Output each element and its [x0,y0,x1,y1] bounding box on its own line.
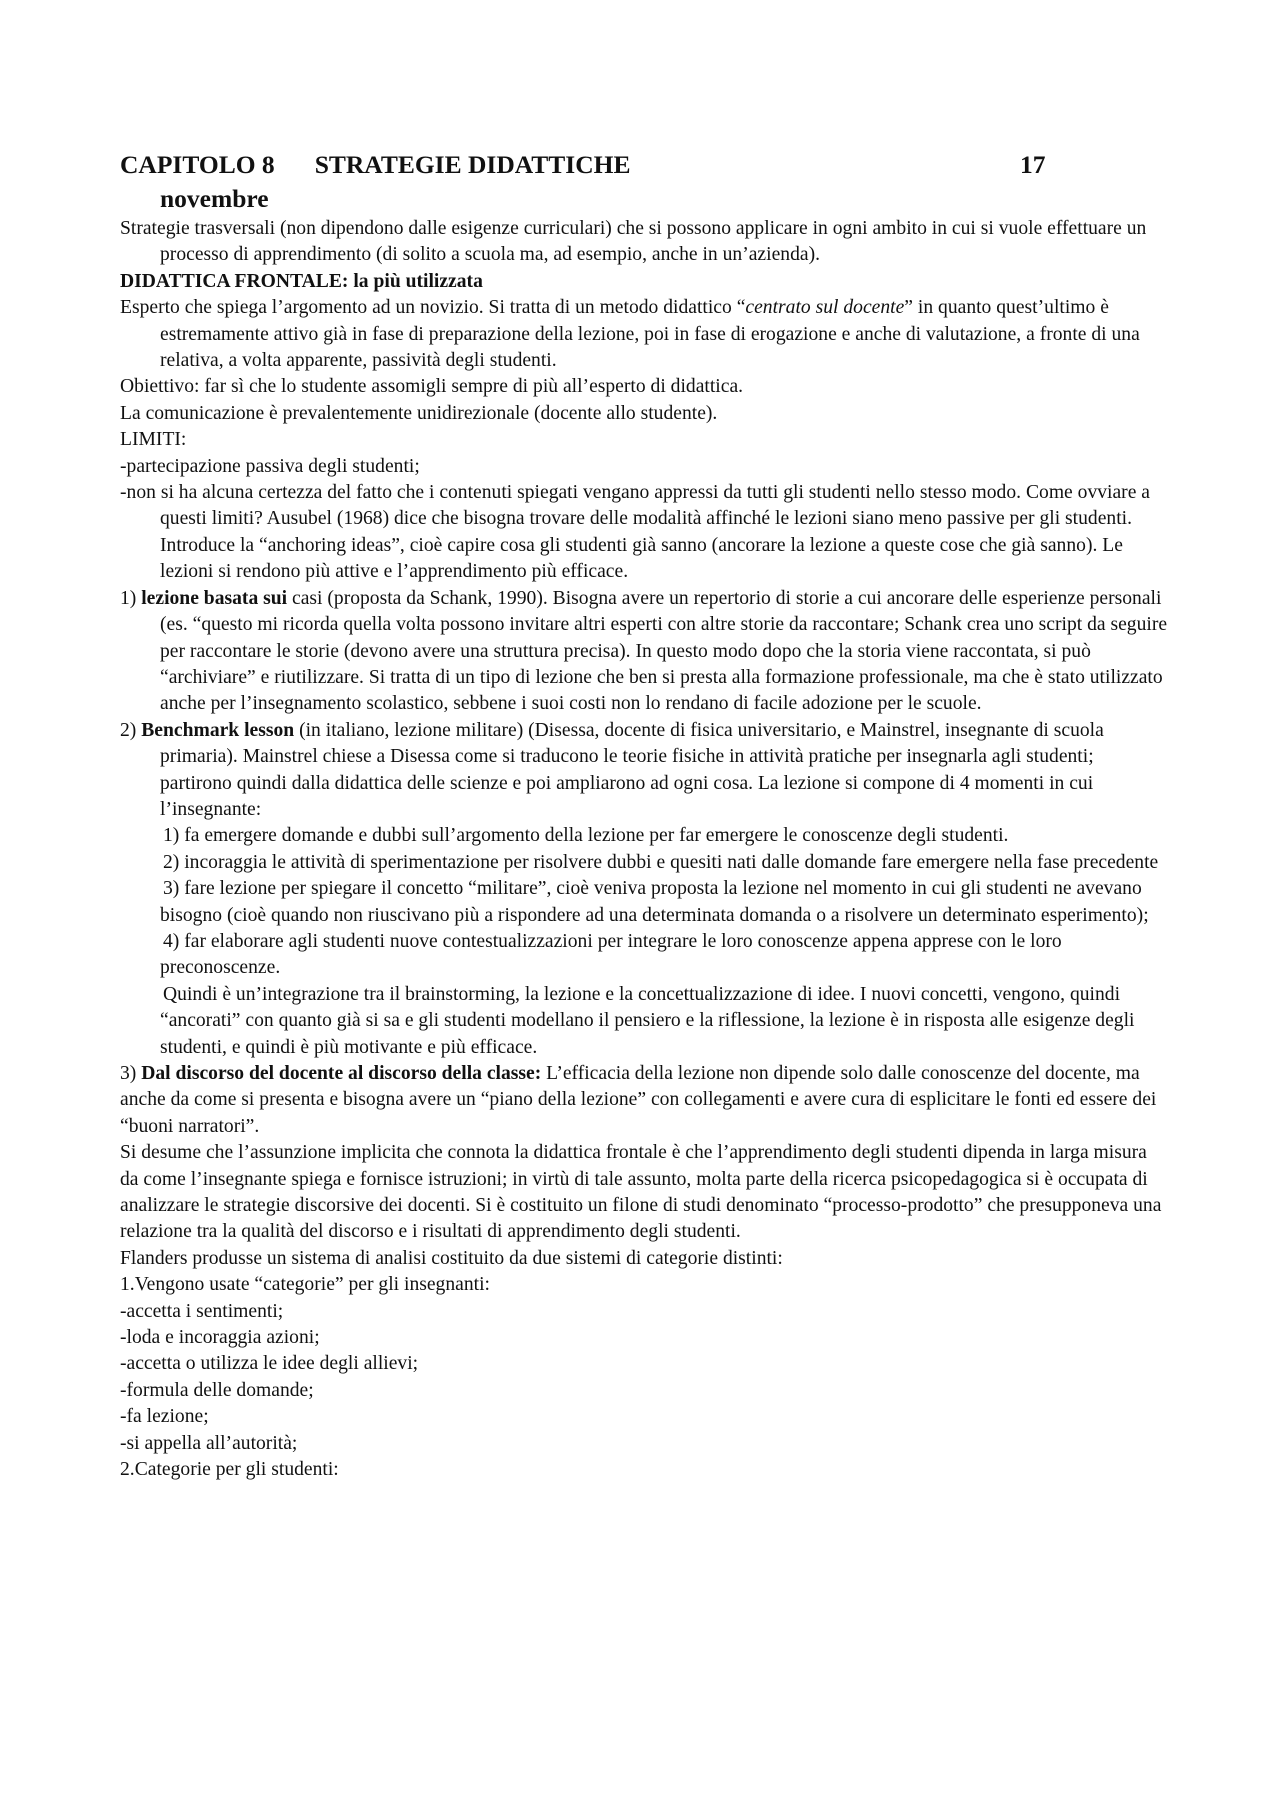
page-title [120,148,1170,216]
teacher-category-item: -accetta o utilizza le idee degli allievi; [120,1353,419,1375]
intro-paragraph: Strategie trasversali (non dipendono dalle esigenze curriculari) che si possono applicare in ogni ambito in cui si vuole effettuare un processo di apprendimento (di solito a scuola ma, ad esempio, anche in un’azienda). [120,218,1147,266]
strategy-item-3: 3) Dal discorso del docente al discorso della classe: L’efficacia della lezione non dipende solo dalle conoscenze del docente, ma anche da come si presenta e bisogna avere un “piano della lezione” con collegamenti e avere cura di esplicitare le fonti ed essere dei “buoni narratori”. [120,1063,1157,1137]
didattica-frontale-description: Esperto che spiega l’argomento ad un novizio. Si tratta di un metodo didattico “centrato sul docente” in quanto quest’ultimo è estremamente attivo già in fase di preparazione della lezione, poi in fase di erogazione e anche di valutazione, a fronte di una relativa, a volta apparente, passività degli studenti. [120,297,1140,372]
teacher-category-item: -fa lezione; [120,1406,209,1428]
lesson-moment: 4) far elaborare agli studenti nuove contestualizzazioni per integrare le loro conoscenze appena apprese con le loro preconoscenze. [160,930,1062,979]
limit-item: -non si ha alcuna certezza del fatto che i contenuti spiegati vengano appressi da tutti gli studenti nello stesso modo. Come ovviare a questi limiti? Ausubel (1968) dice che bisogna trovare delle modalità affinché le lezioni siano meno passive per gli studenti. Introduce la “anchoring ideas”, cioè capire cosa gli studenti già sanno (ancorare la lezione a queste cose che già sanno). Le lezioni si rendono più attive e l’apprendimento più efficace. [120,482,1151,583]
teacher-category-item: -loda e incoraggia azioni; [120,1327,320,1349]
chapter-title: STRATEGIE DIDATTICHE [314,150,631,179]
flanders-intro: Flanders produsse un sistema di analisi costituito da due sistemi di categorie distinti: [120,1247,783,1269]
section-heading-didattica-frontale: DIDATTICA FRONTALE: la più utilizzata [120,270,483,292]
strategy-item-1: 1) lezione basata sui casi (proposta da Schank, 1990). Bisogna avere un repertorio di storie a cui ancorare delle esperienze personali (es. “questo mi ricorda quella volta possono invitare altri esperti con altre storie da raccontare; Schank crea uno script da seguire per raccontare le storie (devono avere una struttura precisa). In questo modo dopo che la storia viene raccontata, si può “archiviare” e riutilizzare. Si tratta di un tipo di lezione che ben si presta alla formazione professionale, ma che è stato utilizzato anche per l’insegnamento scolastico, sebbene i suoi costi non lo rendano di facile adozione per le scuole. [120,587,1168,715]
limits-label: LIMITI: [120,429,187,451]
date-day: 17 [1020,150,1046,179]
strategy-item-2: 2) Benchmark lesson (in italiano, lezione militare) (Disessa, docente di fisica universitario, e Mainstrel, insegnante di scuola primaria). Mainstrel chiese a Disessa come si traducono le teorie fisiche in attività pratiche per insegnarla agli studenti; partirono quindi dalla didattica delle scienze e poi ampliarono ad ogni cosa. La lezione si compone di 4 momenti in cui l’insegnante: [120,719,1104,820]
communication-line: La comunicazione è prevalentemente unidirezionale (docente allo studente). [120,402,718,424]
summary-paragraph: Si desume che l’assunzione implicita che connota la didattica frontale è che l’apprendimento degli studenti dipenda in larga misura da come l’insegnante spiega e fornisce istruzioni; in virtù di tale assunto, molta parte della ricerca psicopedagogica si è occupata di analizzare le strategie discorsive dei docenti. Si è costituito un filone di studi denominato “processo-prodotto” che presupponeva una relazione tra la qualità del discorso e i risultati di apprendimento degli studenti. [120,1142,1162,1243]
lesson-moment: 1) fa emergere domande e dubbi sull’argomento della lezione per far emergere le conoscenze degli studenti. [163,825,1009,847]
date-month: novembre [160,184,269,213]
lesson-moment: 3) fare lezione per spiegare il concetto “militare”, cioè veniva proposta la lezione nel momento in cui gli studenti ne avevano bisogno (cioè quando non riuscivano più a rispondere ad una determinata domanda o a risolvere un determinato esperimento); [160,878,1149,926]
limit-item: -partecipazione passiva degli studenti; [120,455,420,477]
document-page [120,148,1170,1484]
benchmark-conclusion: Quindi è un’integrazione tra il brainstorming, la lezione e la concettualizzazione di idee. I nuovi concetti, vengono, quindi “ancorati” con quanto già si sa e gli studenti modellano il pensiero e la riflessione, la lezione è in risposta alle esigenze degli studenti, e quindi è più motivante e più efficace. [160,983,1135,1058]
objective-line: Obiettivo: far sì che lo studente assomigli sempre di più all’esperto di didattica. [120,376,744,398]
teacher-category-item: -accetta i sentimenti; [120,1300,284,1322]
lesson-moment: 2) incoraggia le attività di sperimentazione per risolvere dubbi e quesiti nati dalle domande fare emergere nella fase precedente [163,851,1159,873]
chapter-number: CAPITOLO 8 [120,150,275,179]
teacher-category-item: -formula delle domande; [120,1379,314,1401]
teacher-category-item: -si appella all’autorità; [120,1432,298,1454]
teacher-categories-label: 1.Vengono usate “categorie” per gli insegnanti: [120,1274,490,1296]
student-categories-label: 2.Categorie per gli studenti: [120,1459,339,1481]
